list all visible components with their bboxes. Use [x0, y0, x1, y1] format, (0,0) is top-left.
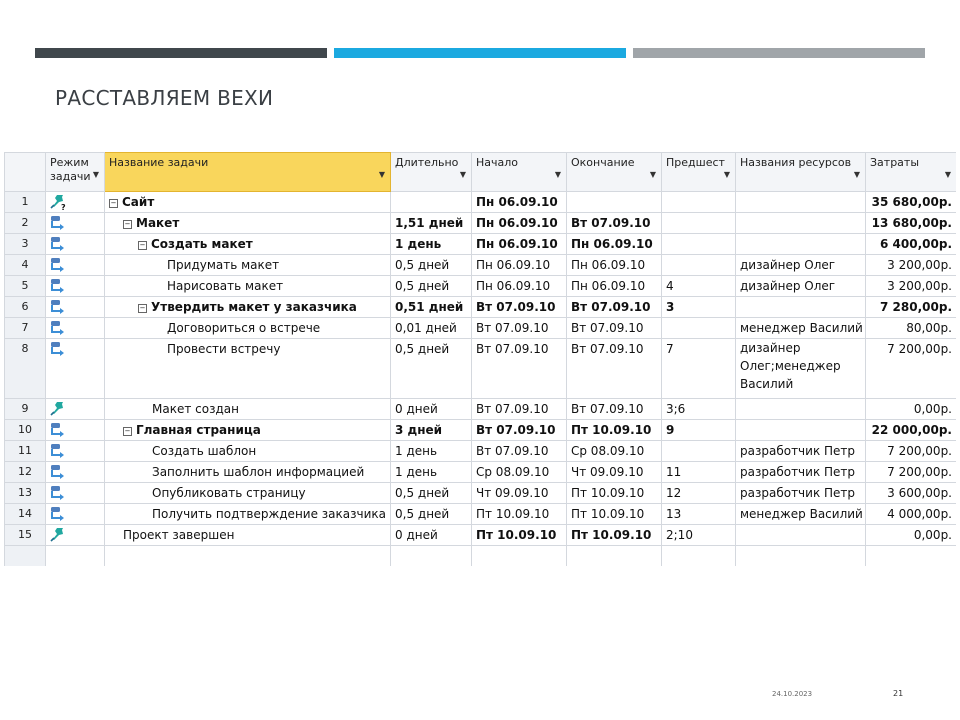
auto-schedule-icon — [48, 235, 68, 253]
empty-cell[interactable] — [105, 546, 391, 567]
finish-cell[interactable]: Пн 06.09.10 — [567, 276, 662, 297]
start-cell[interactable]: Ср 08.09.10 — [472, 462, 567, 483]
task-name-cell[interactable] — [105, 339, 391, 399]
col-header-start[interactable] — [472, 153, 567, 192]
empty-cell[interactable] — [46, 546, 105, 567]
task-name: Проект завершен — [123, 528, 235, 542]
task-name-cell[interactable] — [105, 297, 391, 318]
task-name: Макет создан — [152, 402, 239, 416]
cost-cell[interactable]: 3 200,00р. — [866, 255, 957, 276]
start-cell[interactable]: Пн 06.09.10 — [472, 213, 567, 234]
cost-cell[interactable]: 7 200,00р. — [866, 441, 957, 462]
resources-cell[interactable]: дизайнер Олег — [736, 255, 866, 276]
collapse-toggle-icon[interactable]: − — [124, 427, 131, 435]
duration-cell[interactable]: 0,5 дней — [391, 339, 472, 399]
finish-cell[interactable]: Вт 07.09.10 — [567, 297, 662, 318]
finish-cell[interactable]: Вт 07.09.10 — [567, 318, 662, 339]
empty-cell[interactable] — [567, 546, 662, 567]
row-number[interactable]: 6 — [5, 297, 46, 318]
col-header-name[interactable] — [105, 153, 391, 192]
task-row[interactable] — [5, 420, 957, 441]
auto-schedule-icon — [48, 298, 68, 316]
row-number[interactable]: 12 — [5, 462, 46, 483]
task-name: Провести встречу — [167, 342, 281, 356]
col-header-mode[interactable] — [46, 153, 105, 192]
task-name: Макет — [136, 216, 180, 230]
chevron-down-icon[interactable]: ▼ — [378, 170, 385, 179]
resources-cell[interactable] — [736, 192, 866, 213]
task-row[interactable] — [5, 213, 957, 234]
row-number[interactable]: 1 — [5, 192, 46, 213]
task-mode-cell[interactable] — [46, 234, 105, 255]
finish-cell[interactable]: Чт 09.09.10 — [567, 462, 662, 483]
duration-cell[interactable]: 0,51 дней — [391, 297, 472, 318]
predecessors-cell[interactable]: 11 — [662, 462, 736, 483]
predecessors-cell[interactable]: 7 — [662, 339, 736, 399]
task-name-cell[interactable] — [105, 525, 391, 546]
col-header-mode-line1: Режим — [50, 156, 89, 169]
finish-cell[interactable]: Пт 10.09.10 — [567, 420, 662, 441]
row-number[interactable]: 15 — [5, 525, 46, 546]
row-number[interactable]: 11 — [5, 441, 46, 462]
task-name: Договориться о встрече — [167, 321, 321, 335]
col-header-finish[interactable] — [567, 153, 662, 192]
auto-schedule-icon — [48, 340, 68, 358]
task-row[interactable] — [5, 339, 957, 399]
collapse-toggle-icon[interactable]: − — [110, 199, 117, 207]
col-header-predecessors[interactable] — [662, 153, 736, 192]
slide-title: РАССТАВЛЯЕМ ВЕХИ — [55, 86, 274, 110]
resources-cell[interactable] — [736, 234, 866, 255]
start-cell[interactable]: Пн 06.09.10 — [472, 234, 567, 255]
row-number[interactable]: 10 — [5, 420, 46, 441]
start-cell[interactable]: Вт 07.09.10 — [472, 339, 567, 399]
cost-cell[interactable]: 0,00р. — [866, 525, 957, 546]
svg-text:?: ? — [61, 203, 66, 211]
cost-cell[interactable]: 35 680,00р. — [866, 192, 957, 213]
row-number[interactable]: 13 — [5, 483, 46, 504]
empty-cell[interactable] — [736, 546, 866, 567]
cost-cell[interactable]: 22 000,00р. — [866, 420, 957, 441]
task-row[interactable] — [5, 462, 957, 483]
header-row — [5, 153, 957, 192]
empty-cell[interactable] — [662, 546, 736, 567]
chevron-down-icon[interactable]: ▼ — [554, 170, 561, 179]
task-mode-cell[interactable] — [46, 318, 105, 339]
collapse-toggle-icon[interactable]: − — [139, 304, 146, 312]
cost-cell[interactable]: 13 680,00р. — [866, 213, 957, 234]
task-name: Нарисовать макет — [167, 279, 284, 293]
auto-schedule-icon — [48, 463, 68, 481]
task-row[interactable] — [5, 483, 957, 504]
task-mode-cell[interactable] — [46, 441, 105, 462]
task-name: Опубликовать страницу — [152, 486, 306, 500]
empty-cell[interactable] — [472, 546, 567, 567]
task-mode-cell[interactable] — [46, 339, 105, 399]
task-mode-cell[interactable] — [46, 483, 105, 504]
predecessors-cell[interactable]: 2;10 — [662, 525, 736, 546]
col-header-cost[interactable] — [866, 153, 957, 192]
resources-cell[interactable] — [736, 297, 866, 318]
col-header-cost-label: Затраты — [870, 156, 920, 169]
row-number[interactable]: 8 — [5, 339, 46, 399]
duration-cell[interactable] — [391, 192, 472, 213]
task-row[interactable] — [5, 525, 957, 546]
resources-cell[interactable]: разработчик Петр — [736, 483, 866, 504]
duration-cell[interactable]: 0,5 дней — [391, 504, 472, 525]
predecessors-cell[interactable] — [662, 255, 736, 276]
chevron-down-icon[interactable]: ▼ — [723, 170, 730, 179]
auto-schedule-icon — [48, 277, 68, 295]
duration-cell[interactable]: 1,51 дней — [391, 213, 472, 234]
cost-cell[interactable]: 7 280,00р. — [866, 297, 957, 318]
duration-cell[interactable]: 0,5 дней — [391, 255, 472, 276]
task-name-cell[interactable] — [105, 483, 391, 504]
task-name-cell[interactable] — [105, 192, 391, 213]
collapse-toggle-icon[interactable]: − — [139, 241, 146, 249]
resources-cell[interactable]: менеджер Василий — [736, 504, 866, 525]
auto-schedule-icon — [48, 319, 68, 337]
accent-bar-gray — [633, 48, 925, 58]
task-name-cell[interactable] — [105, 504, 391, 525]
start-cell[interactable]: Вт 07.09.10 — [472, 318, 567, 339]
cost-cell[interactable]: 80,00р. — [866, 318, 957, 339]
duration-cell[interactable]: 3 дней — [391, 420, 472, 441]
predecessors-cell[interactable]: 12 — [662, 483, 736, 504]
task-name-cell[interactable] — [105, 441, 391, 462]
task-name: Заполнить шаблон информацией — [152, 465, 365, 479]
duration-cell[interactable]: 0 дней — [391, 399, 472, 420]
start-cell[interactable]: Пт 10.09.10 — [472, 504, 567, 525]
predecessors-cell[interactable]: 13 — [662, 504, 736, 525]
duration-cell[interactable]: 0,5 дней — [391, 276, 472, 297]
chevron-down-icon[interactable]: ▼ — [459, 170, 466, 179]
start-cell[interactable]: Вт 07.09.10 — [472, 420, 567, 441]
col-header-name-label: Название задачи — [109, 156, 209, 169]
row-number[interactable]: 14 — [5, 504, 46, 525]
task-mode-cell[interactable] — [46, 525, 105, 546]
finish-cell[interactable]: Ср 08.09.10 — [567, 441, 662, 462]
predecessors-cell[interactable] — [662, 192, 736, 213]
auto-schedule-icon — [48, 484, 68, 502]
cost-cell[interactable]: 4 000,00р. — [866, 504, 957, 525]
cost-cell[interactable]: 0,00р. — [866, 399, 957, 420]
task-row[interactable] — [5, 234, 957, 255]
col-header-predecessors-label: Предшест — [666, 156, 725, 169]
col-header-duration[interactable] — [391, 153, 472, 192]
predecessors-cell[interactable]: 4 — [662, 276, 736, 297]
start-cell[interactable]: Пн 06.09.10 — [472, 255, 567, 276]
task-row[interactable] — [5, 192, 957, 213]
task-mode-cell[interactable] — [46, 297, 105, 318]
task-row[interactable] — [5, 441, 957, 462]
predecessors-cell[interactable] — [662, 318, 736, 339]
predecessors-cell[interactable] — [662, 234, 736, 255]
resources-cell[interactable]: дизайнер Олег;менеджер Василий — [736, 339, 866, 399]
col-header-start-label: Начало — [476, 156, 519, 169]
task-name-cell[interactable] — [105, 276, 391, 297]
duration-cell[interactable]: 0,01 дней — [391, 318, 472, 339]
accent-bar-blue — [334, 48, 626, 58]
row-number[interactable]: 3 — [5, 234, 46, 255]
predecessors-cell[interactable]: 3 — [662, 297, 736, 318]
task-name: Создать макет — [151, 237, 253, 251]
task-name-cell[interactable] — [105, 462, 391, 483]
resources-cell[interactable]: дизайнер Олег — [736, 276, 866, 297]
collapse-toggle-icon[interactable]: − — [124, 220, 131, 228]
finish-cell[interactable]: Пн 06.09.10 — [567, 234, 662, 255]
task-name: Создать шаблон — [152, 444, 257, 458]
task-name-cell[interactable] — [105, 399, 391, 420]
auto-schedule-icon — [48, 421, 68, 439]
start-cell[interactable]: Вт 07.09.10 — [472, 441, 567, 462]
task-name: Утвердить макет у заказчика — [151, 300, 357, 314]
cost-cell[interactable]: 7 200,00р. — [866, 339, 957, 399]
task-name: Сайт — [122, 195, 155, 209]
col-header-mode-line2: задачи — [50, 170, 91, 183]
task-mode-cell[interactable] — [46, 504, 105, 525]
finish-cell[interactable]: Пт 10.09.10 — [567, 525, 662, 546]
predecessors-cell[interactable] — [662, 213, 736, 234]
task-name-cell[interactable] — [105, 255, 391, 276]
auto-schedule-icon — [48, 214, 68, 232]
row-number[interactable]: 9 — [5, 399, 46, 420]
start-cell[interactable]: Вт 07.09.10 — [472, 399, 567, 420]
resources-cell[interactable]: разработчик Петр — [736, 441, 866, 462]
finish-cell[interactable]: Вт 07.09.10 — [567, 339, 662, 399]
resources-cell[interactable]: разработчик Петр — [736, 462, 866, 483]
select-all-corner[interactable] — [5, 153, 46, 192]
row-number[interactable]: 2 — [5, 213, 46, 234]
task-name: Получить подтверждение заказчика — [152, 507, 386, 521]
task-name-cell[interactable] — [105, 318, 391, 339]
task-row[interactable] — [5, 504, 957, 525]
task-row[interactable] — [5, 399, 957, 420]
resources-cell[interactable] — [736, 213, 866, 234]
col-header-resources[interactable] — [736, 153, 866, 192]
task-row[interactable] — [5, 276, 957, 297]
col-header-finish-label: Окончание — [571, 156, 635, 169]
resources-cell[interactable] — [736, 420, 866, 441]
row-number[interactable]: 4 — [5, 255, 46, 276]
duration-cell[interactable]: 1 день — [391, 234, 472, 255]
row-number[interactable]: 5 — [5, 276, 46, 297]
task-row[interactable] — [5, 318, 957, 339]
auto-schedule-icon — [48, 442, 68, 460]
finish-cell[interactable]: Пт 10.09.10 — [567, 504, 662, 525]
resources-cell[interactable]: менеджер Василий — [736, 318, 866, 339]
task-name-cell[interactable] — [105, 420, 391, 441]
resources-cell[interactable] — [736, 525, 866, 546]
footer-date: 24.10.2023 — [772, 690, 813, 698]
task-mode-cell[interactable] — [46, 462, 105, 483]
duration-cell[interactable]: 1 день — [391, 462, 472, 483]
chevron-down-icon[interactable]: ▼ — [944, 170, 951, 179]
manual-pin-icon — [48, 193, 68, 211]
task-mode-cell[interactable] — [46, 399, 105, 420]
start-cell[interactable]: Чт 09.09.10 — [472, 483, 567, 504]
empty-row[interactable] — [5, 546, 957, 567]
finish-cell[interactable]: Пн 06.09.10 — [567, 255, 662, 276]
col-header-resources-label: Названия ресурсов — [740, 156, 852, 169]
cost-cell[interactable]: 3 600,00р. — [866, 483, 957, 504]
predecessors-cell[interactable] — [662, 441, 736, 462]
task-name: Главная страница — [136, 423, 261, 437]
task-row[interactable] — [5, 297, 957, 318]
cost-cell[interactable]: 7 200,00р. — [866, 462, 957, 483]
predecessors-cell[interactable]: 3;6 — [662, 399, 736, 420]
resources-cell[interactable] — [736, 399, 866, 420]
task-name: Придумать макет — [167, 258, 280, 272]
finish-cell[interactable] — [567, 192, 662, 213]
empty-cell[interactable] — [391, 546, 472, 567]
task-table — [4, 152, 956, 566]
finish-cell[interactable]: Пт 10.09.10 — [567, 483, 662, 504]
start-cell[interactable]: Вт 07.09.10 — [472, 297, 567, 318]
pin-icon — [48, 400, 68, 418]
task-mode-cell[interactable] — [46, 255, 105, 276]
empty-cell[interactable] — [866, 546, 957, 567]
duration-cell[interactable]: 0,5 дней — [391, 483, 472, 504]
start-cell[interactable]: Пт 10.09.10 — [472, 525, 567, 546]
auto-schedule-icon — [48, 505, 68, 523]
task-name-cell[interactable] — [105, 234, 391, 255]
finish-cell[interactable]: Вт 07.09.10 — [567, 399, 662, 420]
chevron-down-icon[interactable]: ▼ — [853, 170, 860, 179]
chevron-down-icon[interactable]: ▼ — [649, 170, 656, 179]
task-mode-cell[interactable] — [46, 420, 105, 441]
predecessors-cell[interactable]: 9 — [662, 420, 736, 441]
start-cell[interactable]: Пн 06.09.10 — [472, 192, 567, 213]
auto-schedule-icon — [48, 256, 68, 274]
duration-cell[interactable]: 0 дней — [391, 525, 472, 546]
task-name-cell[interactable] — [105, 213, 391, 234]
cost-cell[interactable]: 6 400,00р. — [866, 234, 957, 255]
duration-cell[interactable]: 1 день — [391, 441, 472, 462]
task-mode-cell[interactable] — [46, 213, 105, 234]
row-number[interactable]: 7 — [5, 318, 46, 339]
task-row[interactable] — [5, 255, 957, 276]
accent-bar-dark — [35, 48, 327, 58]
slide-number: 21 — [893, 689, 904, 698]
task-mode-cell[interactable] — [46, 192, 105, 213]
pin-icon — [48, 526, 68, 544]
start-cell[interactable]: Пн 06.09.10 — [472, 276, 567, 297]
chevron-down-icon[interactable]: ▼ — [92, 170, 99, 179]
cost-cell[interactable]: 3 200,00р. — [866, 276, 957, 297]
row-number[interactable] — [5, 546, 46, 567]
col-header-duration-label: Длительно — [395, 156, 459, 169]
task-sheet — [4, 152, 956, 566]
task-mode-cell[interactable] — [46, 276, 105, 297]
finish-cell[interactable]: Вт 07.09.10 — [567, 213, 662, 234]
